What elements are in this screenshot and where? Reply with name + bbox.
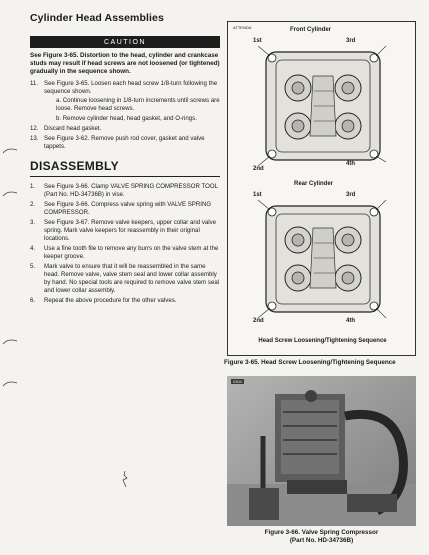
front-cylinder-label: Front Cylinder	[290, 27, 332, 33]
figure-3-66-caption	[227, 529, 416, 545]
disassembly-step-6	[30, 297, 220, 305]
step-number: 4.	[30, 244, 36, 252]
front-second-label: 2nd	[253, 166, 264, 172]
figure-3-66-photo	[227, 376, 416, 526]
step-text: See Figure 3-67. Remove valve keepers, upper collar and valve spring. Mark valve keepers for reassembly in their original locations.	[44, 218, 217, 242]
step-text: See Figure 3-62. Remove push rod cover, gasket and valve tappets.	[44, 134, 205, 150]
rear-cylinder-head-drawing	[258, 200, 388, 318]
step-13	[30, 135, 220, 151]
step-number: 6.	[30, 297, 36, 305]
caption-line-2: (Part No. HD-34736B)	[289, 537, 354, 545]
rear-third-label: 3rd	[346, 192, 356, 198]
step-text: Discard head gasket.	[44, 124, 102, 132]
substeps	[44, 97, 220, 123]
rear-cylinder-label: Rear Cylinder	[294, 181, 334, 187]
disassembly-step-3	[30, 219, 220, 243]
disassembly-step-1	[30, 183, 220, 199]
step-11	[30, 80, 220, 123]
caption-line-1: Figure 3-66. Valve Spring Compressor	[264, 529, 379, 536]
margin-check-mark	[2, 190, 18, 198]
step-number: 5.	[30, 263, 36, 271]
front-cylinder-head-drawing	[258, 46, 388, 166]
disassembly-step-4	[30, 245, 220, 261]
steps-disassembly	[30, 183, 220, 305]
figure-inner-caption: Head Screw Loosening/Tightening Sequence	[258, 338, 387, 344]
pen-scribble	[120, 470, 130, 488]
front-third-label: 3rd	[346, 38, 356, 44]
photo-code: 0304	[233, 379, 242, 384]
substep-a: a. Continue loosening in 1/8-turn increments until screws are loose. Remove head screws.	[56, 96, 220, 112]
caution-banner: CAUTION	[30, 36, 220, 48]
left-column	[30, 12, 220, 307]
step-number: 1.	[30, 182, 36, 190]
section-divider	[30, 176, 220, 177]
section-title-disassembly: DISASSEMBLY	[30, 158, 119, 173]
step-number: 3.	[30, 218, 36, 226]
margin-check-mark	[2, 380, 18, 388]
valve-spring-compressor-photo	[227, 376, 416, 526]
step-text: Repeat the above procedure for the other valves.	[44, 297, 177, 305]
steps-removal	[30, 80, 220, 151]
step-number: 11.	[30, 79, 39, 87]
figure-code: ATTENDA	[233, 25, 252, 30]
page-title: Cylinder Head Assemblies	[30, 12, 164, 24]
front-fourth-label: 4th	[346, 161, 355, 167]
step-12	[30, 125, 220, 133]
front-first-label: 1st	[253, 38, 262, 44]
step-text: See Figure 3-65. Loosen each head screw 1/8-turn following the sequence shown.	[44, 79, 218, 95]
rear-fourth-label: 4th	[346, 318, 355, 324]
step-number: 12.	[30, 124, 39, 132]
figure-3-65-frame	[227, 21, 416, 356]
disassembly-step-2	[30, 201, 220, 217]
step-text: See Figure 3-66. Clamp VALVE SPRING COMPRESSOR TOOL (Part No. HD-34736B) in vise.	[44, 182, 218, 198]
substep-b: b. Remove cylinder head, head gasket, and O-rings.	[56, 114, 197, 122]
rear-first-label: 1st	[253, 192, 262, 198]
caution-text: See Figure 3-65. Distortion to the head, cylinder and crankcase studs may result if head screws are not loosened (or tightened) gradually in the sequence shown.	[30, 52, 220, 76]
step-number: 2.	[30, 200, 36, 208]
margin-check-mark	[2, 338, 18, 346]
disassembly-step-5	[30, 263, 220, 295]
step-text: See Figure 3-66. Compress valve spring with VALVE SPRING COMPRESSOR.	[44, 200, 212, 216]
step-text: Mark valve to ensure that it will be reassembled in the same head. Remove valve, valve stem seal and lower collar assembly by hand. No special tools are required to remove valve stem seal and lower collar assembly.	[44, 263, 220, 295]
step-number: 13.	[30, 134, 39, 142]
step-text: Use a fine tooth file to remove any burrs on the valve stem at the keeper groove.	[44, 244, 219, 261]
margin-check-mark	[2, 147, 18, 155]
rear-second-label: 2nd	[253, 318, 264, 324]
figure-3-65-caption: Figure 3-65. Head Screw Loosening/Tightening Sequence	[224, 359, 396, 366]
